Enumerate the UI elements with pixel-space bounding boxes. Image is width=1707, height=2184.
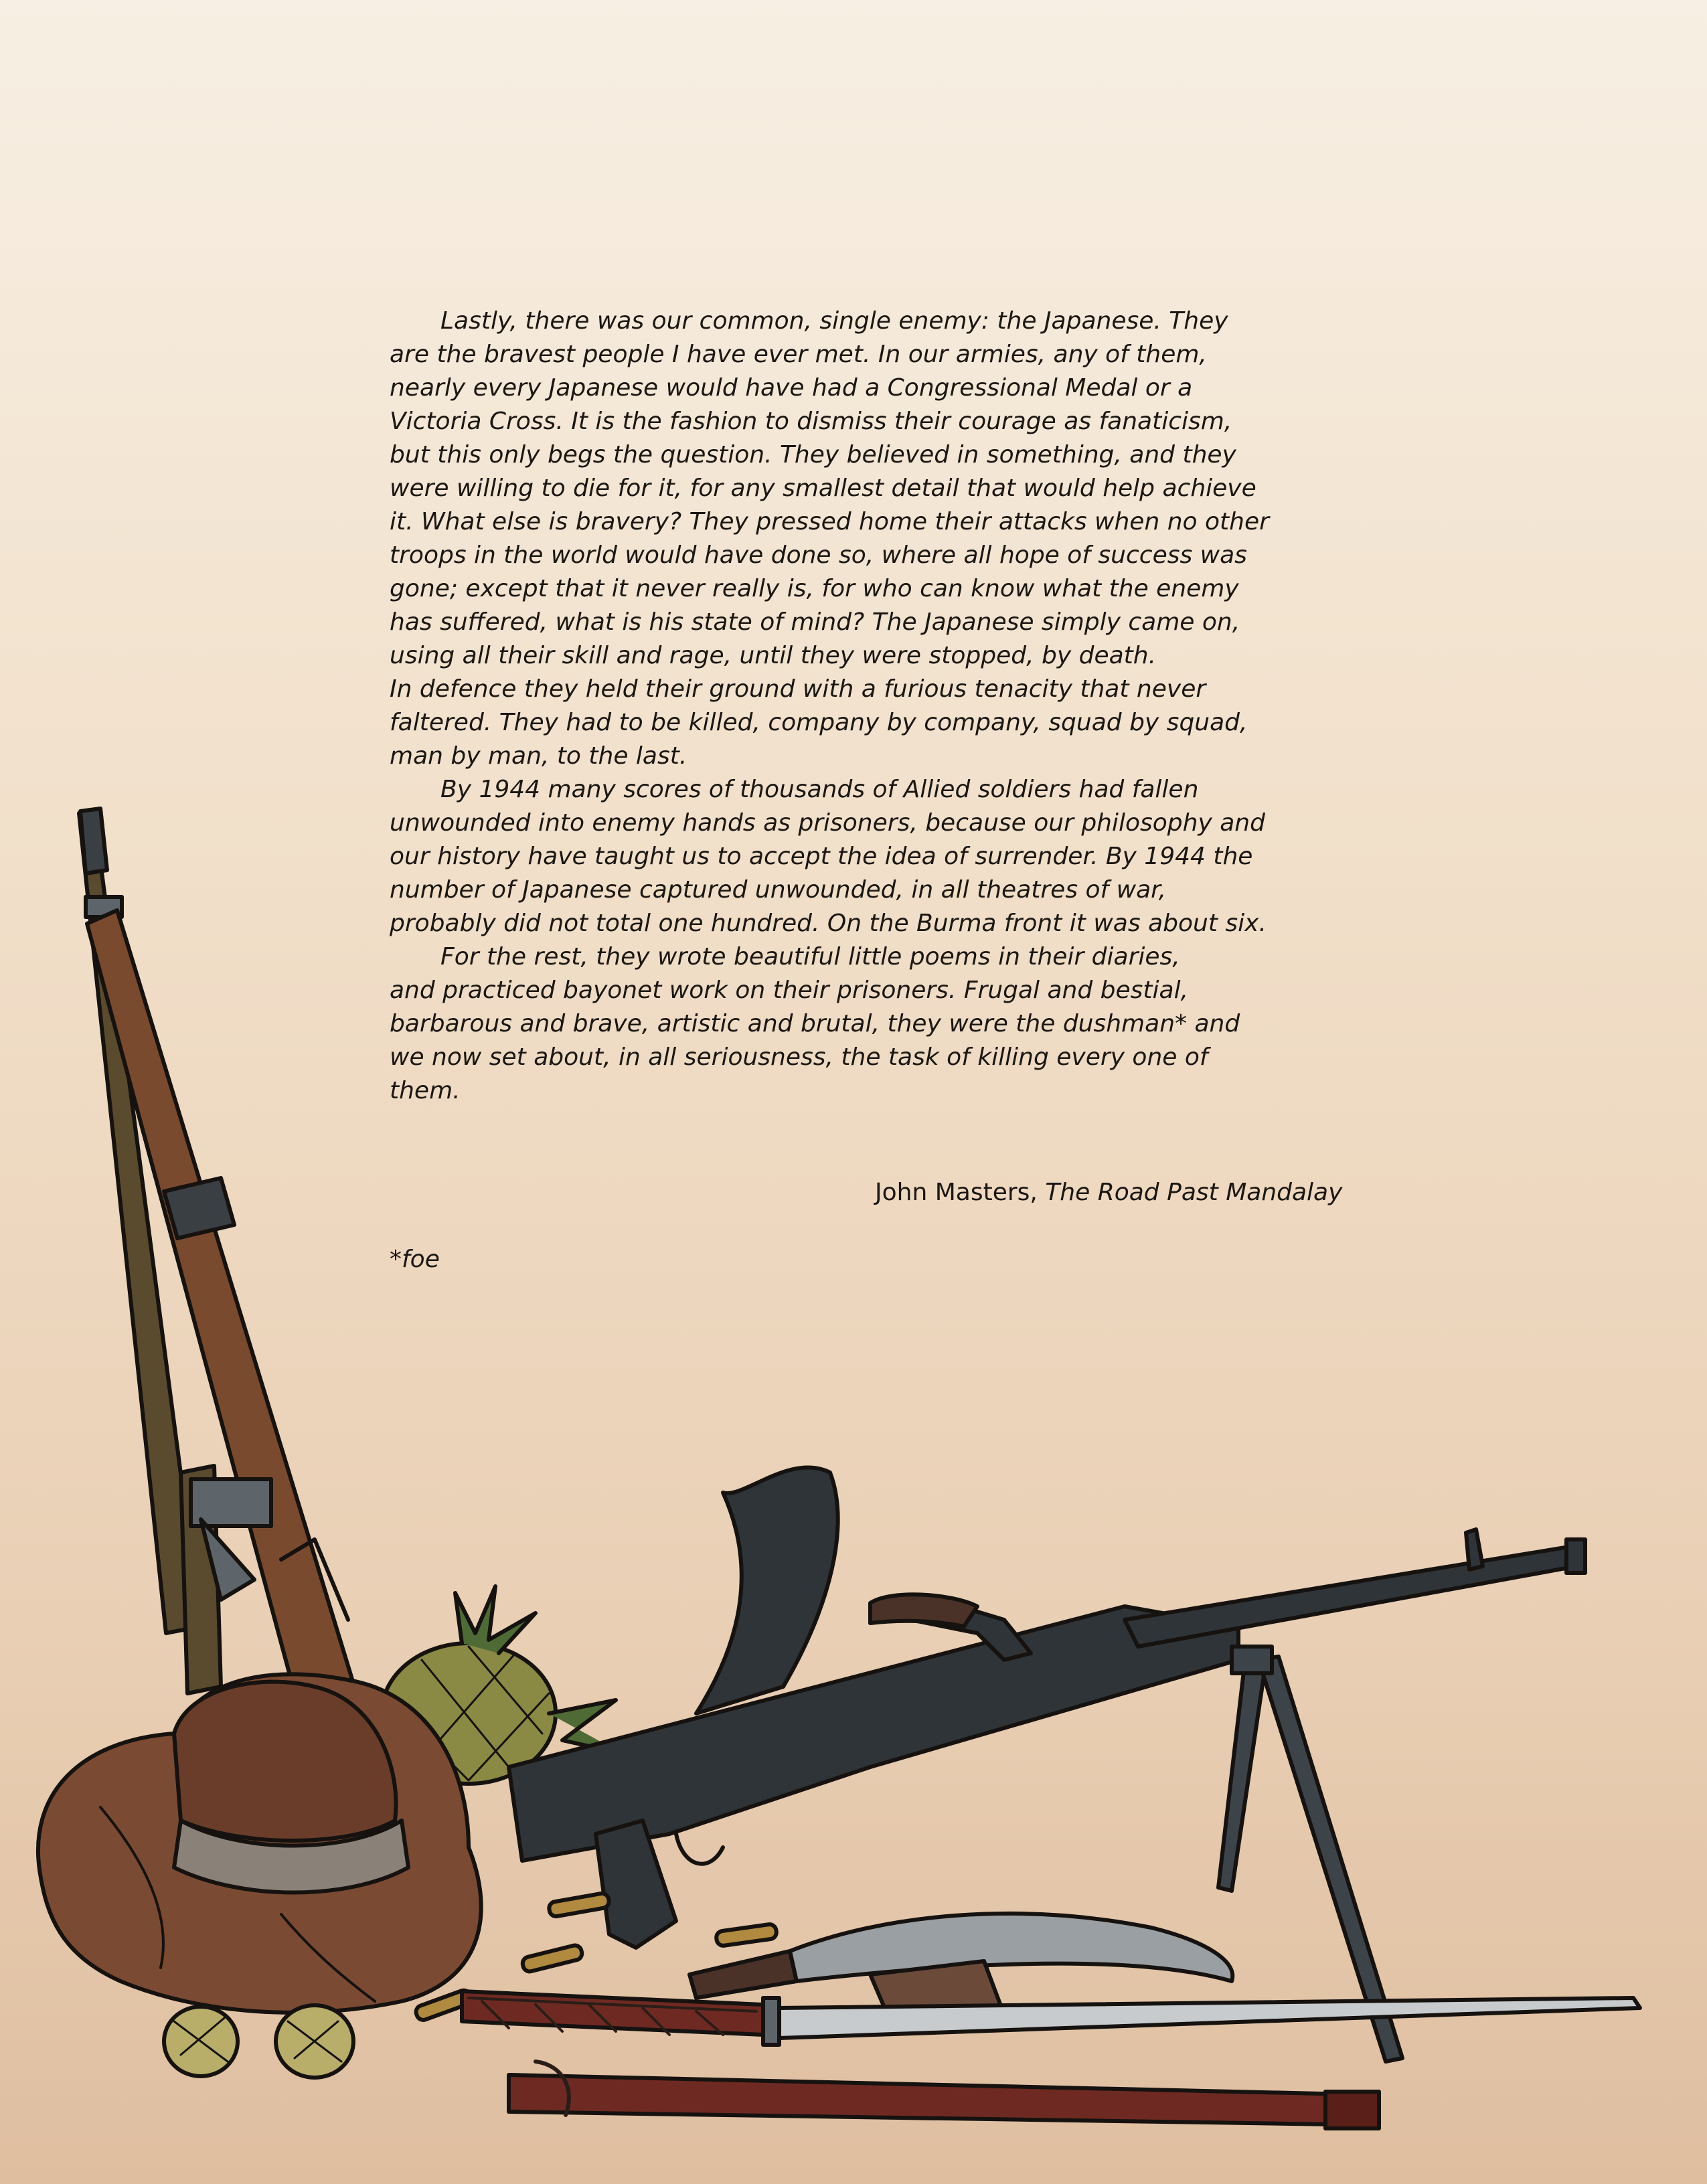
- attribution-book-title: The Road Past Mandalay: [1045, 1179, 1343, 1206]
- machine-gun-illustration: [509, 1467, 1585, 2062]
- quote-paragraph: In defence they held their ground with a furious tenacity that never faltered. They had to be killed, company by company, squad by squad, man by man, to the last.: [390, 675, 1248, 770]
- weapons-illustration: [0, 790, 1707, 2184]
- footnote: *foe: [390, 1246, 440, 1273]
- katana-illustration: [462, 1991, 1640, 2045]
- scabbard-illustration: [509, 2062, 1379, 2128]
- attribution-author: John Masters,: [875, 1179, 1046, 1206]
- quote-paragraph: For the rest, they wrote beautiful little poems in their diaries, and practiced bayonet work on their prisoners. Frugal and bestial, barbarous and brave, artistic and brutal, they were the dushman* and we now set about, in all seriousness, the task of killing every one of them.: [390, 943, 1240, 1104]
- quote-paragraph: Lastly, there was our common, single enemy: the Japanese. They are the bravest people I have ever met. In our armies, any of them, nearly every Japanese would have had a Congressional Medal or a Victoria Cross. It is the fashion to dismiss their courage as fanaticism, but this only begs the question. They believed in something, and they were willing to die for it, for any smallest detail that would help achieve it. What else is bravery? They pressed home their attacks when no other troops in the world would have done so, where all hope of success was gone; except that it never really is, for who can know what the enemy has suffered, what is his state of mind? The Japanese simply came on, using all their skill and rage, until they were stopped, by death.: [390, 307, 1269, 669]
- hat-illustration: [38, 1674, 481, 2013]
- quote-paragraph: By 1944 many scores of thousands of Allied soldiers had fallen unwounded into enemy hands as prisoners, because our philosophy and our history have taught us to accept the idea of surrender. By 1944 the number of Japanese captured unwounded, in all theatres of war, probably did not total one hundred. On the Burma front it was about six.: [390, 776, 1267, 937]
- grenades-illustration: [164, 2005, 353, 2078]
- rifle-front-illustration: [87, 910, 375, 1767]
